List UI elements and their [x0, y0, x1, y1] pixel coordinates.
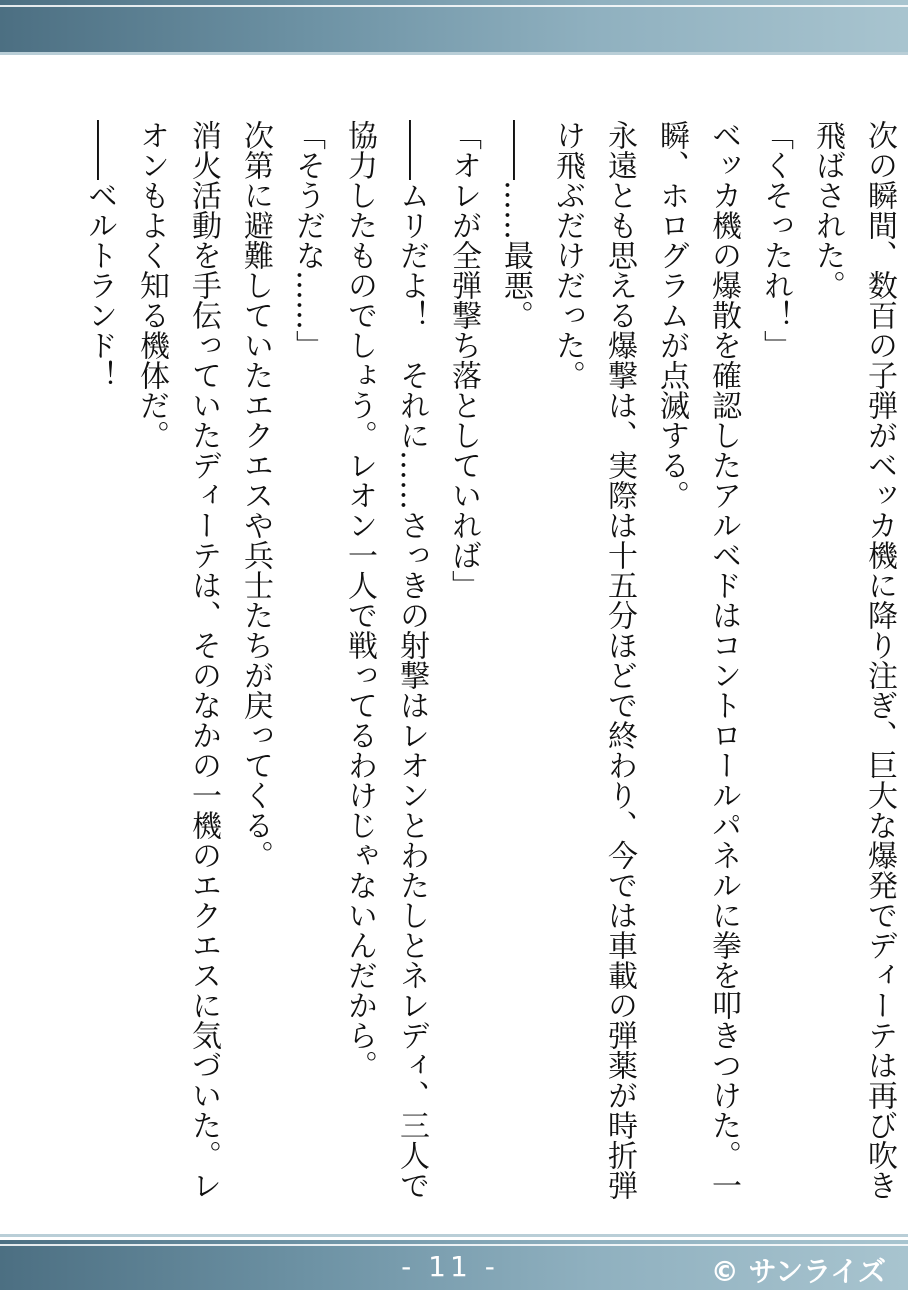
paragraph-10: 消火活動を手伝っていたディーテは、そのなかの一機のエクエスに気づいた。レオンもよく知る機体だ。	[134, 120, 221, 1200]
header-stripe	[0, 5, 908, 7]
paragraph-11: ――ベルトランド！	[82, 120, 117, 390]
paragraph-4: 永遠とも思える爆撃は、実際は十五分ほどで終わり、今では車載の弾薬が時折弾け飛ぶだけだった。	[550, 120, 637, 1200]
paragraph-7: ――ムリだよ！ それに……さっきの射撃はレオンとわたしとネレディ、三人で協力したものでしょう。レオン一人で戦ってるわけじゃないんだから。	[342, 120, 429, 1200]
paragraph-2: 「くそったれ！」	[758, 120, 793, 360]
page-number: - 11 -	[401, 1250, 499, 1283]
novel-text-area	[73, 120, 897, 1200]
copyright-notice: © サンライズ	[710, 1255, 886, 1288]
footer-divider	[0, 1234, 908, 1237]
paragraph-1: 次の瞬間、数百の子弾がベッカ機に降り注ぎ、巨大な爆発でディーテは再び吹き飛ばされた。	[810, 120, 897, 1200]
paragraph-9: 次第に避難していたエクエスや兵士たちが戻ってくる。	[238, 120, 273, 870]
paragraph-5: ――……最悪。	[498, 120, 533, 330]
header-band	[0, 0, 908, 52]
paragraph-8: 「そうだな……」	[290, 120, 325, 360]
vertical-text-body	[73, 120, 905, 1200]
footer-band	[0, 1240, 908, 1290]
footer-stripe	[0, 1244, 908, 1246]
paragraph-6: 「オレが全弾撃ち落としていれば」	[446, 120, 481, 600]
paragraph-3: ベッカ機の爆散を確認したアルベドはコントロールパネルに拳を叩きつけた。一瞬、ホログラムが点滅する。	[654, 120, 741, 1200]
header-divider	[0, 52, 908, 55]
